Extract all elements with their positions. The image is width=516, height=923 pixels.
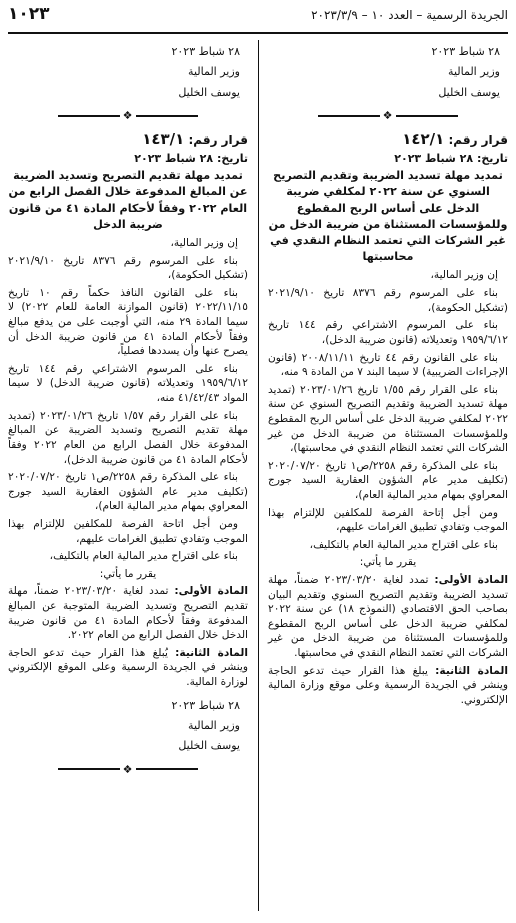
paragraph: إن وزير المالية، bbox=[430, 269, 498, 282]
article-2-label: المادة الثانية: bbox=[435, 664, 508, 677]
paragraph: بناء على القانون رقم ٤٤ تاريخ ٢٠٠٨/١١/١١ (قانون الإجراءات الضريبية) لا سيما البند ٧ من المادة ٩ منه، bbox=[268, 351, 508, 379]
paragraph: بناء على القرار رقم ١/٥٧ تاريخ ٢٠٢٣/٠١/٢٦ (تمديد مهلة تقديم التصريح وتسديد الضريبة عن المبالغ المدفوعة خلال الفصل الرابع من العام ٢٠٢٢ وفقاً لأحكام المادة ٤١ من قانون ضريبة الدخل)، bbox=[8, 409, 248, 466]
paragraph: بناء على اقتراح مدير المالية العام بالتكليف، bbox=[309, 538, 498, 551]
decides-heading: يقرر ما يأتي: bbox=[359, 556, 417, 569]
decision-number-label: قرار رقم: bbox=[448, 133, 508, 148]
paragraph: ومن أجل اتاحة الفرصة للمكلفين للإلتزام بهذا الموجب وتفادي تطبيق الغرامات عليهم، bbox=[8, 517, 248, 545]
paragraph: بناء على القانون النافذ حكماً رقم ١٠ تاريخ ٢٠٢٢/١١/١٥ (قانون الموازنة العامة للعام ٢٠٢٢) لا سيما المادة ٢٩ منه، التي أوجبت على من يدفع مبالغ وفقاً لأحكام المادة ٤١ من قانون ضريبة الدخل أن يصرح عنها وأن يسددها فصلياً، bbox=[8, 286, 248, 358]
article-1-label: المادة الأولى: bbox=[434, 574, 508, 587]
decision-number-value: ١٤٣ bbox=[142, 130, 170, 149]
gazette-title: الجريدة الرسمية – العدد ١٠ – ٢٠٢٣/٣/٩ bbox=[311, 8, 508, 22]
decision-number-suffix: /١ bbox=[169, 130, 185, 149]
signature-date: ٢٨ شباط ٢٠٢٣ bbox=[171, 45, 240, 58]
decision-number bbox=[8, 129, 248, 150]
paragraph: بناء على المرسوم الاشتراعي رقم ١٤٤ تاريخ ١٩٥٩/٦/١٢ وتعديلاته (قانون ضريبة الدخل)، bbox=[268, 319, 508, 346]
header-rule bbox=[8, 32, 508, 34]
article-1-text: تمدد لغاية ٢٠٢٣/٠٣/٢٠ ضمناً، مهلة تسديد الضريبة وتقديم التصريح السنوي وتقديم البيان بصاحب الحق الاقتصادي (النموذج ١٨) عن سنة ٢٠٢٢ لمكلفي ضريبة الدخل على أساس الربح المقطوع وللمؤسسات المستثناة من ضريبة الدخل من غير الشركات التي تعتمد النظام النقدي في محاسبتها. bbox=[268, 574, 509, 660]
article-2-label: المادة الثانية: bbox=[175, 646, 248, 659]
decision-title: تمديد مهلة تقديم التصريح وتسديد الضريبة عن المبالغ المدفوعة خلال الفصل الرابع من العام ٢٠٢٢ وفقاً لأحكام المادة ٤١ من قانون ضريبة الدخل bbox=[8, 169, 248, 231]
article-1 bbox=[8, 584, 248, 642]
page-number: ١٠٢٣ bbox=[8, 4, 50, 24]
column-separator bbox=[258, 40, 259, 911]
decision-number-suffix: /١ bbox=[429, 130, 445, 149]
paragraph: بناء على المرسوم الاشتراعي رقم ١٤٤ تاريخ ١٩٥٩/٦/١٢ وتعديلاته (قانون ضريبة الدخل) لا سيما المواد ٤١/٤٢/٤٣ منه، bbox=[8, 362, 248, 405]
article-1 bbox=[268, 573, 508, 661]
signature-role: وزير المالية bbox=[188, 719, 240, 733]
decision-date: تاريخ: ٢٨ شباط ٢٠٢٣ bbox=[134, 151, 248, 165]
article-2 bbox=[268, 664, 508, 708]
section-divider: ❖ bbox=[8, 108, 248, 123]
article-2-text: يبلغ هذا القرار حيث تدعو الحاجة وينشر في الجريدة الرسمية وعلى موقع وزارة المالية الإلكتروني. bbox=[268, 664, 508, 706]
article-2-text: يُبلغ هذا القرار حيث تدعو الحاجة وينشر في الجريدة الرسمية وعلى الموقع الإلكتروني لوزارة المالية. bbox=[8, 646, 248, 689]
paragraph: ومن أجل إتاحة الفرصة للمكلفين للإلتزام بهذا الموجب وتفادي تطبيق الغرامات عليهم، bbox=[268, 506, 508, 534]
paragraph: بناء على المرسوم رقم ٨٣٧٦ تاريخ ٢٠٢١/٩/١٠ (تشكيل الحكومة)، bbox=[268, 287, 508, 314]
decision-title: تمديد مهلة تسديد الضريبة وتقديم التصريح السنوي عن سنة ٢٠٢٢ لمكلفي ضريبة الدخل على أساس الربح المقطوع وللمؤسسات المستثناة من ضريبة الدخل من غير الشركات التي تعتمد النظام النقدي في محاسبتها bbox=[268, 169, 508, 264]
decision-number-value: ١٤٢ bbox=[402, 130, 430, 149]
section-divider: ❖ bbox=[268, 108, 508, 123]
paragraph: بناء على المرسوم رقم ٨٣٧٦ تاريخ ٢٠٢١/٩/١٠ (تشكيل الحكومة)، bbox=[8, 254, 248, 282]
signature-name: يوسف الخليل bbox=[178, 85, 240, 99]
decision-date: تاريخ: ٢٨ شباط ٢٠٢٣ bbox=[394, 151, 508, 165]
paragraph: بناء على المذكرة رقم ٢٢٥٨/ص١ تاريخ ٢٠٢٠/٠٧/٢٠ (تكليف مدير عام الشؤون العقارية السيد جورج المعراوي بمهام مدير المالية العام)، bbox=[8, 471, 248, 513]
signature-block bbox=[268, 42, 500, 103]
decides-heading: يقرر ما يأتي: bbox=[99, 567, 157, 580]
signature-block bbox=[8, 696, 240, 757]
article-1-text: تمدد لغاية ٢٠٢٣/٠٣/٢٠ ضمناً، مهلة تقديم التصريح وتسديد الضريبة المتوجبة عن المبالغ المدفوعة وفقاً لأحكام المادة ٤١ من قانون ضريبة الدخل خلال الفصل الرابع من العام ٢٠٢٢. bbox=[8, 585, 249, 642]
page-header bbox=[8, 6, 508, 28]
decision-number-label: قرار رقم: bbox=[188, 133, 248, 148]
article-1-label: المادة الأولى: bbox=[174, 585, 248, 598]
signature-date: ٢٨ شباط ٢٠٢٣ bbox=[431, 45, 500, 58]
left-column bbox=[8, 42, 248, 783]
paragraph: بناء على اقتراح مدير المالية العام بالتكليف، bbox=[49, 550, 238, 563]
signature-role: وزير المالية bbox=[188, 65, 240, 79]
signature-name: يوسف الخليل bbox=[438, 85, 500, 99]
paragraph: بناء على القرار رقم ١/٥٥ تاريخ ٢٠٢٣/٠١/٢٦ (تمديد مهلة تسديد الضريبة وتقديم التصريح السنوي عن سنة ٢٠٢٢ لمكلفي ضريبة الدخل على أساس الربح المقطوع وللمؤسسات المستثناة من ضريبة الدخل من غير الشركات التي تعتمد النظام النقدي في محاسبتها)، bbox=[268, 383, 508, 455]
paragraph: إن وزير المالية، bbox=[170, 237, 238, 249]
signature-block bbox=[8, 42, 240, 103]
right-column bbox=[268, 42, 508, 711]
signature-name: يوسف الخليل bbox=[178, 739, 240, 753]
section-divider: ❖ bbox=[8, 762, 248, 777]
decision-number bbox=[268, 129, 508, 150]
paragraph: بناء على المذكرة رقم ٢٢٥٨/ص١ تاريخ ٢٠٢٠/٠٧/٢٠ (تكليف مدير عام الشؤون العقارية السيد جورج المعراوي بمهام مدير المالية العام)، bbox=[268, 459, 508, 501]
signature-date: ٢٨ شباط ٢٠٢٣ bbox=[171, 698, 240, 712]
article-2 bbox=[8, 646, 248, 690]
signature-role: وزير المالية bbox=[448, 65, 500, 79]
